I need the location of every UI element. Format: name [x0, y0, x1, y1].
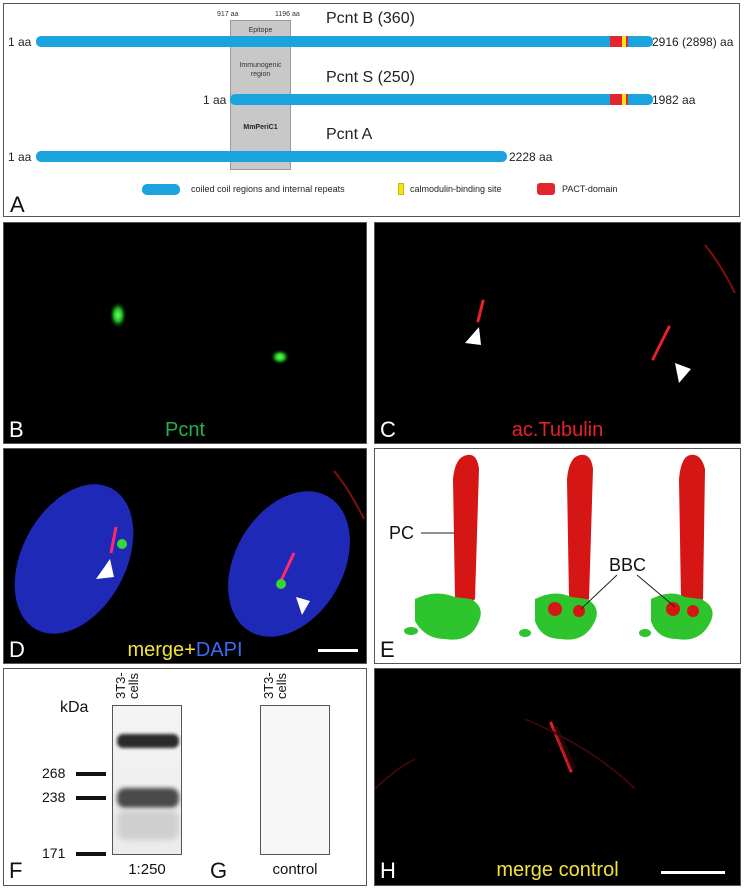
arrowhead-2 — [675, 363, 691, 383]
pc-label: PC — [389, 523, 415, 543]
nucleus-1 — [4, 464, 157, 654]
legend-pact-label: PACT-domain — [562, 184, 618, 194]
panel-a-domain-diagram — [3, 3, 740, 217]
lane-f-label: 3T3-cells — [113, 672, 141, 699]
panel-h-letter: H — [380, 858, 396, 883]
merge-label: merge — [127, 639, 185, 661]
band-upper — [117, 734, 179, 748]
isoform-a-start: 1 aa — [8, 150, 32, 164]
reconstruction-2 — [519, 455, 597, 640]
centrosome-signal-2 — [270, 349, 290, 365]
isoform-s-calmodulin-site — [622, 94, 626, 105]
panel-d-letter: D — [9, 637, 25, 662]
marker-171-label: 171 — [42, 845, 66, 861]
legend-calmodulin-label: calmodulin-binding site — [410, 184, 502, 194]
marker-268-label: 268 — [42, 765, 66, 781]
blot-lane-g — [260, 705, 330, 855]
panel-h-label: merge control — [496, 859, 619, 881]
isoform-a-end: 2228 aa — [509, 150, 553, 164]
lane-g-label: 3T3-cells — [261, 672, 289, 699]
control-label: control — [272, 861, 318, 878]
epitope-start-label: 917 aa — [217, 11, 239, 18]
bbc-label: BBC — [609, 555, 647, 575]
plus-label: + — [184, 639, 196, 661]
centrosome-signal-1 — [109, 301, 127, 329]
background-fiber-1 — [375, 759, 415, 789]
legend-coiled-coil-label: coiled coil regions and internal repeats — [191, 184, 345, 194]
marker-268-tick — [76, 772, 106, 776]
panel-h-micrograph — [375, 669, 740, 885]
reconstruction-1 — [404, 455, 481, 640]
isoform-a-name: Pcnt A — [326, 126, 373, 143]
legend-calmodulin-swatch — [398, 183, 404, 195]
arrowhead-1 — [465, 327, 481, 345]
isoform-b-start: 1 aa — [8, 35, 32, 49]
panel-fg-western-blot — [3, 668, 367, 886]
kda-label: kDa — [60, 699, 89, 716]
isoform-s-end: 1982 aa — [652, 93, 696, 107]
isoform-a-coiled-coil-bar — [36, 151, 507, 162]
isoform-b-end: 2916 (2898) aa — [652, 35, 734, 49]
panel-h-merge-control-image — [374, 668, 741, 886]
panel-g-letter: G — [210, 858, 228, 883]
legend-coiled-coil-swatch — [142, 184, 180, 195]
isoform-b-coiled-coil-bar — [36, 36, 653, 47]
panel-b-micrograph — [4, 223, 366, 443]
cilium-1 — [478, 301, 483, 321]
blot-lane-f — [112, 705, 182, 855]
cilium-2 — [653, 327, 669, 359]
marker-171-tick — [76, 852, 106, 856]
isoform-s-coiled-coil-bar — [230, 94, 653, 105]
band-middle — [117, 788, 179, 808]
background-fiber — [705, 245, 735, 293]
epitope-end-label: 1196 aa — [275, 11, 300, 18]
panel-e-3d-reconstruction — [374, 448, 741, 664]
immunogenic-region-label: Immunogenic region — [239, 62, 282, 78]
panel-d-merge-image — [3, 448, 367, 664]
panel-f-letter: F — [9, 858, 23, 883]
panel-b-pcnt-image — [3, 222, 367, 444]
panel-e-letter: E — [380, 637, 395, 662]
isoform-s-name: Pcnt S (250) — [326, 69, 415, 86]
panel-c-tubulin-image — [374, 222, 741, 444]
isoform-b-calmodulin-site — [622, 36, 626, 47]
panel-b-label: Pcnt — [164, 419, 206, 441]
legend-pact-swatch — [537, 183, 555, 195]
reconstruction-3 — [639, 455, 713, 640]
panel-e-render — [375, 449, 740, 663]
background-fiber-2 — [525, 719, 635, 789]
nucleus-2 — [203, 469, 366, 658]
epitope-label: Epitope — [248, 27, 273, 34]
panel-d-label — [4, 639, 366, 662]
panel-b-letter: B — [9, 417, 24, 442]
centrosome-2 — [276, 579, 286, 589]
isoform-b-name: Pcnt B (360) — [326, 10, 415, 27]
dapi-label: DAPI — [195, 639, 243, 661]
antibody-label: MmPeriC1 — [243, 124, 278, 131]
panel-c-micrograph — [375, 223, 740, 443]
band-smear — [117, 810, 179, 840]
panel-d-micrograph — [4, 449, 366, 663]
isoform-s-start: 1 aa — [203, 93, 227, 107]
panel-c-label: ac.Tubulin — [511, 419, 604, 441]
marker-238-label: 238 — [42, 789, 66, 805]
dilution-label: 1:250 — [128, 861, 166, 878]
panel-a-letter: A — [10, 192, 25, 217]
panel-c-letter: C — [380, 417, 396, 442]
marker-238-tick — [76, 796, 106, 800]
centrosome-1 — [117, 539, 127, 549]
